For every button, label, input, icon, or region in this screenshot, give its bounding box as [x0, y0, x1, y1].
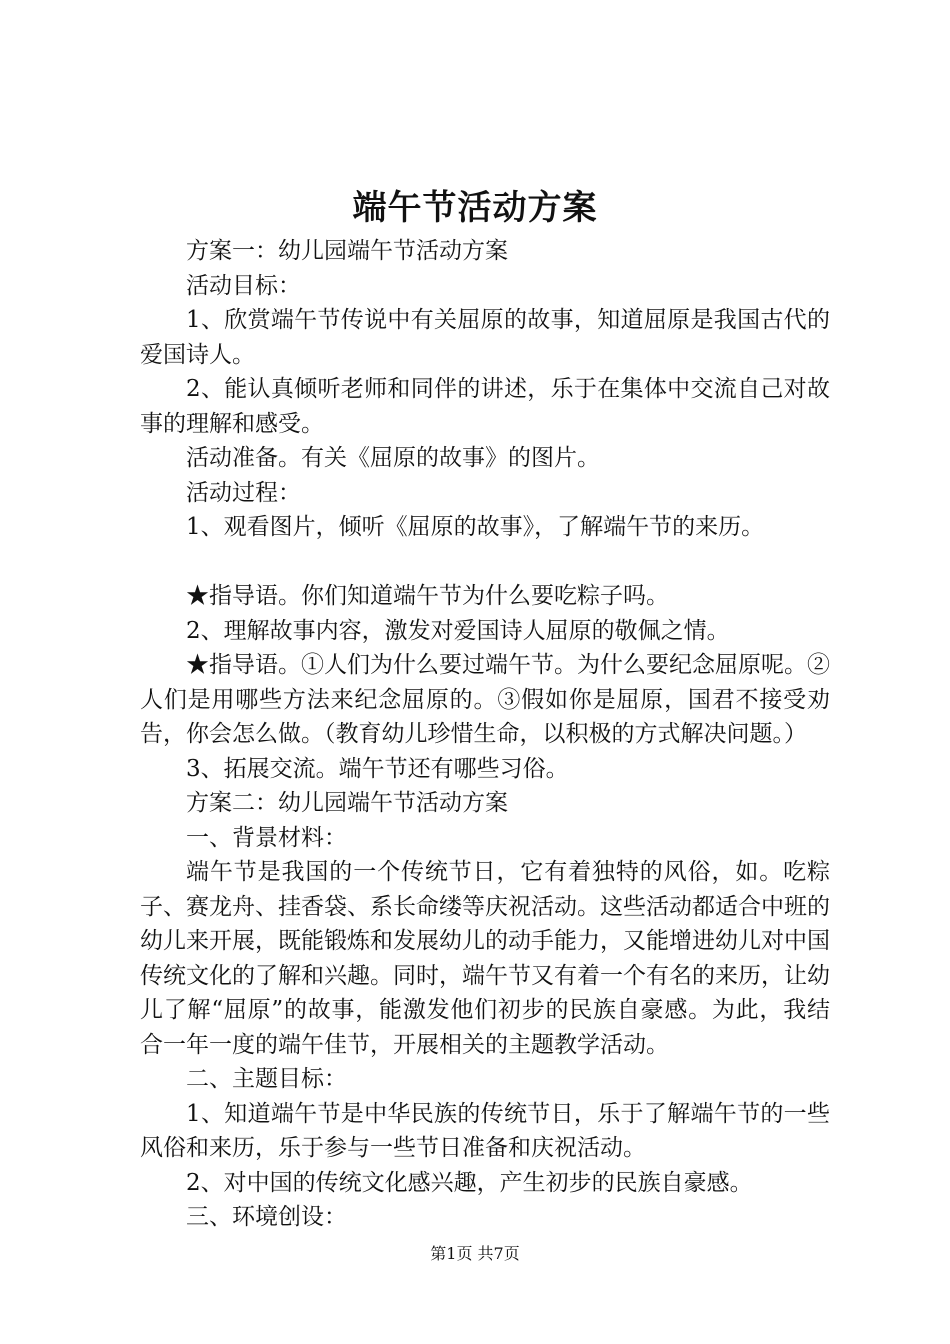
page-footer: 第1页 共7页 — [430, 1244, 520, 1263]
document-body — [140, 234, 830, 1235]
paragraph: 2、对中国的传统文化感兴趣，产生初步的民族自豪感。 — [186, 1169, 753, 1196]
paragraph: 端午节是我国的一个传统节日，它有着独特的风俗，如。吃粽子、赛龙舟、挂香袋、系长命缕等庆祝活动。这些活动都适合中班的幼儿来开展，既能锻炼和发展幼儿的动手能力，又能增进幼儿对中国传统文化的了解和兴趣。同时，端午节又有着一个有名的来历，让幼儿了解“屈原”的故事，能激发他们初步的民族自豪感。为此，我结合一年一度的端午佳节，开展相关的主题教学活动。 — [140, 859, 830, 1058]
document-title: 端午节活动方案 — [352, 188, 598, 228]
paragraph: 一、背景材料： — [186, 824, 347, 851]
paragraph: 二、主题目标： — [186, 1066, 347, 1092]
paragraph: ★指导语。你们知道端午节为什么要吃粽子吗。 — [186, 583, 669, 609]
paragraph: 1、观看图片，倾听《屈原的故事》，了解端午节的来历。 — [186, 514, 765, 540]
paragraph: ★指导语。①人们为什么要过端午节。为什么要纪念屈原呢。②人们是用哪些方法来纪念屈原的。③假如你是屈原，国君不接受劝告，你会怎么做。（教育幼儿珍惜生命，以积极的方式解决问题。） — [140, 652, 830, 747]
blank-line — [140, 545, 830, 580]
paragraph: 活动准备。有关《屈原的故事》的图片。 — [186, 445, 600, 471]
paragraph: 1、欣赏端午节传说中有关屈原的故事，知道屈原是我国古代的爱国诗人。 — [140, 307, 830, 368]
paragraph: 三、环境创设： — [186, 1204, 347, 1230]
paragraph: 方案二：幼儿园端午节活动方案 — [186, 790, 508, 816]
paragraph: 活动过程： — [186, 479, 301, 506]
paragraph: 2、能认真倾听老师和同伴的讲述，乐于在集体中交流自己对故事的理解和感受。 — [140, 376, 830, 437]
paragraph: 1、知道端午节是中华民族的传统节日，乐于了解端午节的一些风俗和来历，乐于参与一些节日准备和庆祝活动。 — [140, 1100, 830, 1161]
paragraph: 方案一：幼儿园端午节活动方案 — [186, 238, 508, 264]
paragraph: 2、理解故事内容，激发对爱国诗人屈原的敬佩之情。 — [186, 617, 730, 644]
paragraph: 活动目标： — [186, 272, 301, 299]
paragraph: 3、拓展交流。端午节还有哪些习俗。 — [186, 755, 569, 782]
